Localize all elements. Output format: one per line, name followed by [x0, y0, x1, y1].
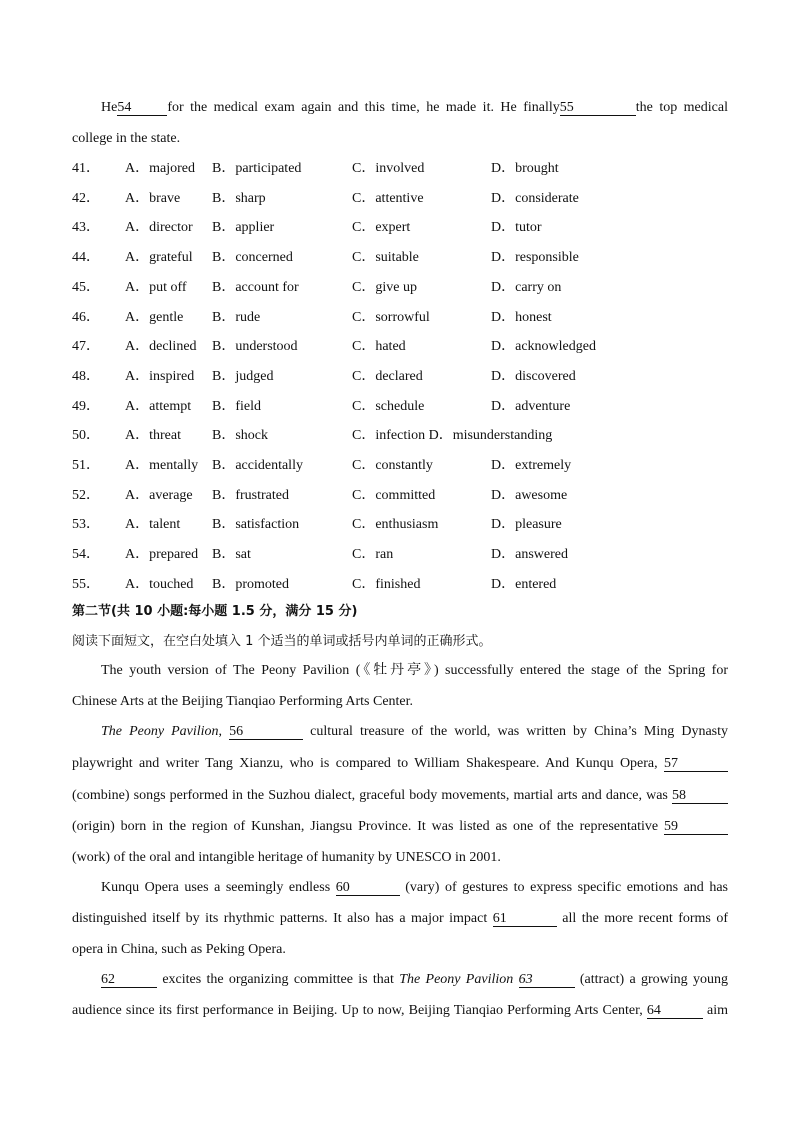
option-b[interactable]: B．shock [212, 428, 268, 443]
blank-64[interactable]: 64 [647, 1003, 703, 1019]
option-c[interactable]: C．attentive [352, 191, 424, 206]
option-row [72, 426, 632, 446]
option-row [72, 189, 632, 209]
option-a[interactable]: A．inspired [125, 369, 195, 384]
question-number: 42． [72, 191, 100, 206]
blank-61[interactable]: 61 [493, 911, 557, 927]
question-number: 51． [72, 458, 100, 473]
option-b[interactable]: B．applier [212, 220, 275, 235]
option-b[interactable]: B．promoted [212, 577, 289, 592]
passage-p2-line-3 [72, 786, 728, 806]
option-b[interactable]: B．frustrated [212, 488, 289, 503]
question-number: 55． [72, 577, 100, 592]
passage-p2-line-4 [72, 817, 728, 837]
option-b[interactable]: B．field [212, 399, 261, 414]
passage-p2-line-5: (work) of the oral and intangible heritage of humanity by UNESCO in 2001. [72, 850, 501, 865]
blank-62[interactable]: 62 [101, 972, 157, 988]
option-c[interactable]: C．ran [352, 547, 394, 562]
italic-title: The Peony Pavilion [399, 972, 514, 987]
option-a[interactable]: A．gentle [125, 310, 184, 325]
option-a[interactable]: A．grateful [125, 250, 193, 265]
option-d[interactable]: D．pleasure [491, 517, 562, 532]
option-c[interactable]: C．sorrowful [352, 310, 430, 325]
text-fragment: cultural treasure of the world, was written by China’s Ming Dynasty [310, 724, 728, 739]
text-fragment: the top medical [635, 100, 728, 115]
option-a[interactable]: A．declined [125, 339, 197, 354]
passage-p1-line-2: Chinese Arts at the Beijing Tianqiao Performing Arts Center. [72, 694, 414, 709]
text-fragment: (vary) of gestures to express specific emotions and has [405, 880, 729, 895]
option-d[interactable]: D．acknowledged [491, 339, 596, 354]
option-a[interactable]: A．put off [125, 280, 187, 295]
option-d[interactable]: D．responsible [491, 250, 579, 265]
text-fragment: excites the organizing committee is that [162, 972, 394, 987]
option-b[interactable]: B．sat [212, 547, 251, 562]
option-a[interactable]: A．majored [125, 161, 195, 176]
option-c[interactable]: C．infection D．misunderstanding [352, 428, 553, 443]
option-c[interactable]: C．expert [352, 220, 411, 235]
passage-p1-line-1: The youth version of The Peony Pavilion (《牡丹亭》) successfully entered the stage of the Spring for [101, 663, 728, 678]
option-row [72, 545, 632, 565]
option-row [72, 337, 632, 357]
option-b[interactable]: B．understood [212, 339, 298, 354]
option-b[interactable]: B．sharp [212, 191, 266, 206]
option-row [72, 397, 632, 417]
option-d[interactable]: D．honest [491, 310, 552, 325]
option-row [72, 159, 632, 179]
option-a[interactable]: A．touched [125, 577, 194, 592]
option-c[interactable]: C．involved [352, 161, 425, 176]
option-row [72, 575, 632, 595]
question-number: 52． [72, 488, 100, 503]
passage-p2-line-2 [72, 754, 728, 774]
option-a[interactable]: A．brave [125, 191, 181, 206]
text-fragment: (combine) songs performed in the Suzhou dialect, graceful body movements, martial arts and dance, was [72, 788, 668, 803]
blank-59[interactable]: 59 [664, 819, 728, 835]
option-c[interactable]: C．give up [352, 280, 417, 295]
blank-57[interactable]: 57 [664, 756, 728, 772]
option-row [72, 308, 632, 328]
option-a[interactable]: A．director [125, 220, 193, 235]
intro-line-2: college in the state. [72, 131, 181, 146]
option-a[interactable]: A．talent [125, 517, 181, 532]
option-row [72, 486, 632, 506]
option-c[interactable]: C．declared [352, 369, 423, 384]
option-row [72, 248, 632, 268]
option-c[interactable]: C．enthusiasm [352, 517, 439, 532]
question-number: 46． [72, 310, 100, 325]
question-number: 48． [72, 369, 100, 384]
text-fragment: for the medical exam again and this time, he made it. He finally [167, 100, 560, 115]
option-a[interactable]: A．threat [125, 428, 181, 443]
question-number: 41． [72, 161, 100, 176]
text-fragment: (origin) born in the region of Kunshan, Jiangsu Province. It was listed as one of the representative [72, 819, 659, 834]
option-row [72, 218, 632, 238]
question-number: 54． [72, 547, 100, 562]
option-b[interactable]: B．satisfaction [212, 517, 300, 532]
text-fragment: Kunqu Opera uses a seemingly endless [101, 880, 331, 895]
blank-55[interactable]: 55 [560, 100, 636, 116]
option-d[interactable]: D．awesome [491, 488, 568, 503]
option-c[interactable]: C．hated [352, 339, 406, 354]
italic-title: The Peony Pavilion [101, 724, 219, 739]
blank-63[interactable]: 63 [519, 972, 575, 988]
blank-54[interactable]: 54 [117, 100, 167, 116]
option-d[interactable]: D．carry on [491, 280, 562, 295]
option-b[interactable]: B．concerned [212, 250, 293, 265]
option-row [72, 456, 632, 476]
passage-p4-line-2 [72, 1001, 728, 1021]
text-fragment: , [218, 724, 223, 739]
question-number: 49． [72, 399, 100, 414]
option-d[interactable]: D．brought [491, 161, 559, 176]
passage-p4-line-1 [101, 970, 728, 990]
text-fragment: all the more recent forms of [562, 911, 729, 926]
blank-56[interactable]: 56 [229, 724, 303, 740]
passage-p3-line-1 [101, 878, 728, 898]
question-number: 44． [72, 250, 100, 265]
option-row [72, 367, 632, 387]
option-d[interactable]: D．considerate [491, 191, 579, 206]
option-c[interactable]: C．finished [352, 577, 421, 592]
text-fragment: audience since its first performance in Beijing. Up to now, Beijing Tianqiao Performing Arts Center, [72, 1003, 643, 1018]
option-row [72, 278, 632, 298]
question-number: 45． [72, 280, 100, 295]
blank-60[interactable]: 60 [336, 880, 400, 896]
option-b[interactable]: B．accidentally [212, 458, 303, 473]
passage-p3-line-3: opera in China, such as Peking Opera. [72, 942, 286, 957]
option-c[interactable]: C．committed [352, 488, 436, 503]
question-number: 43． [72, 220, 100, 235]
passage-p3-line-2 [72, 909, 728, 929]
section-instruction: 阅读下面短文，在空白处填入 1 个适当的单词或括号内单词的正确形式。 [72, 634, 492, 649]
passage-p2-line-1 [101, 722, 728, 742]
text-fragment: He [101, 100, 118, 115]
option-d[interactable]: D．adventure [491, 399, 571, 414]
option-d[interactable]: D．entered [491, 577, 557, 592]
option-d[interactable]: D．answered [491, 547, 568, 562]
text-fragment: playwright and writer Tang Xianzu, who is compared to William Shakespeare. And Kunqu Opera, [72, 756, 658, 771]
option-d[interactable]: D．tutor [491, 220, 542, 235]
option-c[interactable]: C．suitable [352, 250, 419, 265]
option-c[interactable]: C．schedule [352, 399, 425, 414]
text-fragment: distinguished itself by its rhythmic patterns. It also has a major impact [72, 911, 488, 926]
option-d[interactable]: D．extremely [491, 458, 572, 473]
option-b[interactable]: B．rude [212, 310, 261, 325]
question-number: 50． [72, 428, 100, 443]
option-b[interactable]: B．account for [212, 280, 299, 295]
option-c[interactable]: C．constantly [352, 458, 433, 473]
option-a[interactable]: A．attempt [125, 399, 192, 414]
option-d[interactable]: D．discovered [491, 369, 576, 384]
question-number: 53． [72, 517, 100, 532]
option-a[interactable]: A．prepared [125, 547, 199, 562]
intro-line-1 [101, 98, 728, 118]
option-row [72, 515, 632, 535]
section-title: 第二节(共 10 小题:每小题 1.5 分，满分 15 分) [72, 604, 358, 619]
text-fragment: aim [707, 1003, 729, 1018]
option-a[interactable]: A．mentally [125, 458, 199, 473]
blank-58[interactable]: 58 [672, 788, 728, 804]
option-b[interactable]: B．participated [212, 161, 302, 176]
question-number: 47． [72, 339, 100, 354]
text-fragment: (attract) a growing young [579, 972, 728, 987]
option-a[interactable]: A．average [125, 488, 193, 503]
option-b[interactable]: B．judged [212, 369, 274, 384]
